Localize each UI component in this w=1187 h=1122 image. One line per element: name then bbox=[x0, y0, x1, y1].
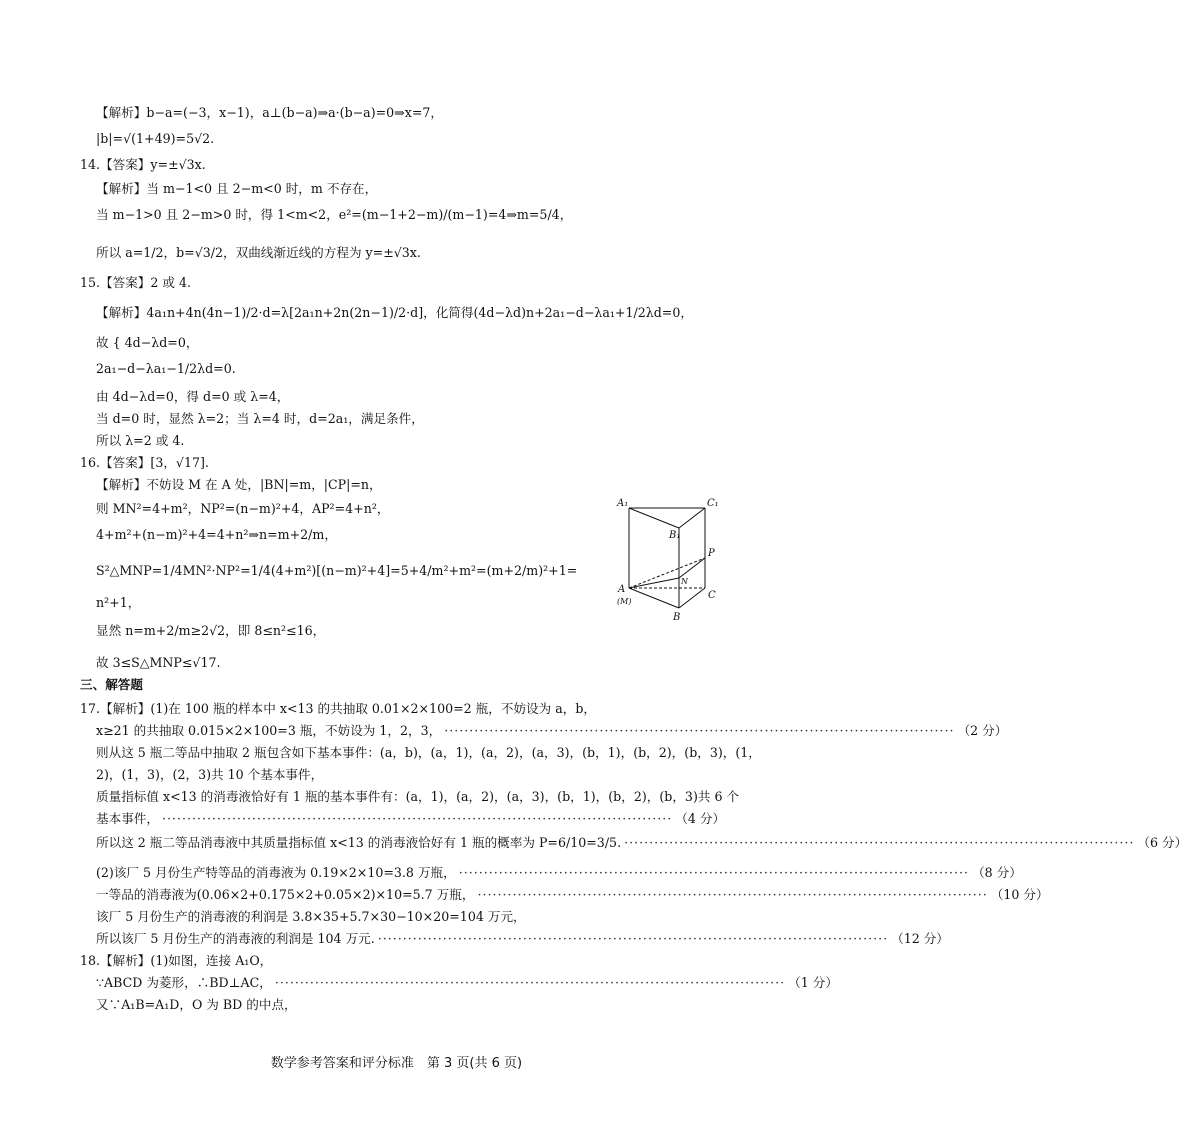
scored-line bbox=[96, 886, 1049, 904]
text-line: 质量指标值 x<13 的消毒液恰好有 1 瓶的基本事件有：(a，1)，(a，2)，(a，3)，(b，1)，(b，2)，(b，3)共 6 个 bbox=[96, 789, 740, 804]
prism-figure bbox=[615, 492, 725, 622]
text-line: 所以 a=1/2，b=√3/2，双曲线渐近线的方程为 y=±√3x. bbox=[96, 245, 421, 260]
answer-heading: 15.【答案】2 或 4. bbox=[80, 275, 192, 290]
text-line: 则 MN²=4+m²，NP²=(n−m)²+4，AP²=4+n²， bbox=[96, 501, 390, 516]
label-a1: A₁ bbox=[617, 498, 629, 509]
text-line: 又∵A₁B=A₁D，O 为 BD 的中点， bbox=[96, 997, 297, 1012]
text-line: 【解析】当 m−1<0 且 2−m<0 时，m 不存在， bbox=[96, 181, 378, 196]
text-line: 【解析】不妨设 M 在 A 处，|BN|=m，|CP|=n， bbox=[96, 477, 382, 492]
text-line: n²+1， bbox=[96, 595, 141, 610]
label-p: P bbox=[708, 548, 715, 559]
scored-line bbox=[96, 834, 1187, 852]
section-heading: 三、解答题 bbox=[80, 677, 143, 692]
scored-text: (2)该厂 5 月份生产特等品的消毒液为 0.19×2×10=3.8 万瓶， bbox=[96, 865, 456, 880]
text-line: 当 m−1>0 且 2−m>0 时，得 1<m<2，e²=(m−1+2−m)/(m−1)=4⇒m=5/4， bbox=[96, 207, 573, 222]
text-line: 当 d=0 时，显然 λ=2；当 λ=4 时，d=2a₁，满足条件， bbox=[96, 411, 424, 426]
leader-dots: ······································································································ bbox=[444, 723, 955, 738]
scored-line bbox=[96, 810, 726, 828]
scored-line bbox=[96, 930, 949, 948]
scored-text: 所以该厂 5 月份生产的消毒液的利润是 104 万元. bbox=[96, 931, 375, 946]
text-line: 2)，(1，3)，(2，3)共 10 个基本事件， bbox=[96, 767, 324, 782]
score-label: （12 分） bbox=[891, 931, 949, 946]
label-m: (M) bbox=[617, 597, 632, 606]
text-line: 2a₁−d−λa₁−1/2λd=0. bbox=[96, 361, 236, 376]
text-line: 由 4d−λd=0，得 d=0 或 λ=4， bbox=[96, 389, 290, 404]
label-b1: B₁ bbox=[669, 530, 681, 541]
text-line: S²△MNP=1/4MN²·NP²=1/4(4+m²)[(n−m)²+4]=5+4/m²+m²=(m+2/m)²+1= bbox=[96, 563, 578, 578]
score-label: （6 分） bbox=[1137, 835, 1187, 850]
text-line: |b|=√(1+49)=5√2. bbox=[96, 131, 215, 146]
leader-dots: ······································································································ bbox=[161, 811, 673, 826]
text-line: 4+m²+(n−m)²+4=4+n²⇒n=m+2/m， bbox=[96, 527, 337, 542]
answer-heading: 14.【答案】y=±√3x. bbox=[80, 157, 206, 172]
page-footer: 数学参考答案和评分标准 第 3 页(共 6 页) bbox=[270, 1056, 523, 1071]
segment-np bbox=[679, 558, 705, 578]
scored-line bbox=[96, 864, 1022, 882]
edge-ab bbox=[629, 588, 679, 608]
scored-line bbox=[96, 722, 1008, 740]
segment-mp bbox=[629, 558, 705, 588]
label-b: B bbox=[673, 612, 681, 623]
leader-dots: ······································································································ bbox=[477, 887, 988, 902]
scored-text: 一等品的消毒液为(0.06×2+0.175×2+0.05×2)×10=5.7 万瓶， bbox=[96, 887, 475, 902]
scored-text: ∵ABCD 为菱形，∴BD⊥AC， bbox=[96, 975, 272, 990]
text-line: 【解析】4a₁n+4n(4n−1)/2·d=λ[2a₁n+2n(2n−1)/2·d]，化简得(4d−λd)n+2a₁−d−λa₁+1/2λd=0， bbox=[96, 305, 693, 320]
label-a: A bbox=[618, 584, 626, 595]
text-line: 故 { 4d−λd=0， bbox=[96, 335, 199, 350]
label-n: N bbox=[681, 577, 688, 586]
text-line: 18.【解析】(1)如图，连接 A₁O， bbox=[80, 953, 273, 968]
text-line: 【解析】b−a=(−3，x−1)，a⊥(b−a)⇒a·(b−a)=0⇒x=7， bbox=[96, 105, 443, 120]
leader-dots: ······································································································ bbox=[458, 865, 970, 880]
label-c: C bbox=[708, 590, 716, 601]
text-line: 显然 n=m+2/m≥2√2，即 8≤n²≤16， bbox=[96, 623, 326, 638]
edge-bc bbox=[679, 588, 705, 608]
scored-line bbox=[96, 974, 838, 992]
text-line: 故 3≤S△MNP≤√17. bbox=[96, 655, 221, 670]
scored-text: 所以这 2 瓶二等品消毒液中其质量指标值 x<13 的消毒液恰好有 1 瓶的概率为 P=6/10=3/5. bbox=[96, 835, 622, 850]
scored-text: x≥21 的共抽取 0.015×2×100=3 瓶，不妨设为 1，2，3， bbox=[96, 723, 442, 738]
edge-b1c1 bbox=[679, 508, 705, 528]
score-label: （4 分） bbox=[675, 811, 726, 826]
answer-heading: 16.【答案】[3，√17]. bbox=[80, 455, 209, 470]
leader-dots: ······································································································ bbox=[377, 931, 889, 946]
leader-dots: ······································································································ bbox=[624, 835, 1135, 850]
segment-mn bbox=[629, 578, 679, 588]
text-line: 17.【解析】(1)在 100 瓶的样本中 x<13 的共抽取 0.01×2×100=2 瓶，不妨设为 a，b， bbox=[80, 701, 596, 716]
text-line: 则从这 5 瓶二等品中抽取 2 瓶包含如下基本事件：(a，b)，(a，1)，(a，2)，(a，3)，(b，1)，(b，2)，(b，3)，(1， bbox=[96, 745, 761, 760]
score-label: （10 分） bbox=[990, 887, 1049, 902]
score-label: （1 分） bbox=[788, 975, 838, 990]
score-label: （2 分） bbox=[957, 723, 1008, 738]
label-c1: C₁ bbox=[707, 498, 719, 509]
scored-text: 基本事件， bbox=[96, 811, 159, 826]
text-line: 所以 λ=2 或 4. bbox=[96, 433, 185, 448]
edge-a1b1 bbox=[629, 508, 679, 528]
score-label: （8 分） bbox=[972, 865, 1022, 880]
text-line: 该厂 5 月份生产的消毒液的利润是 3.8×35+5.7×30−10×20=104 万元， bbox=[96, 909, 526, 924]
leader-dots: ······································································································ bbox=[274, 975, 786, 990]
